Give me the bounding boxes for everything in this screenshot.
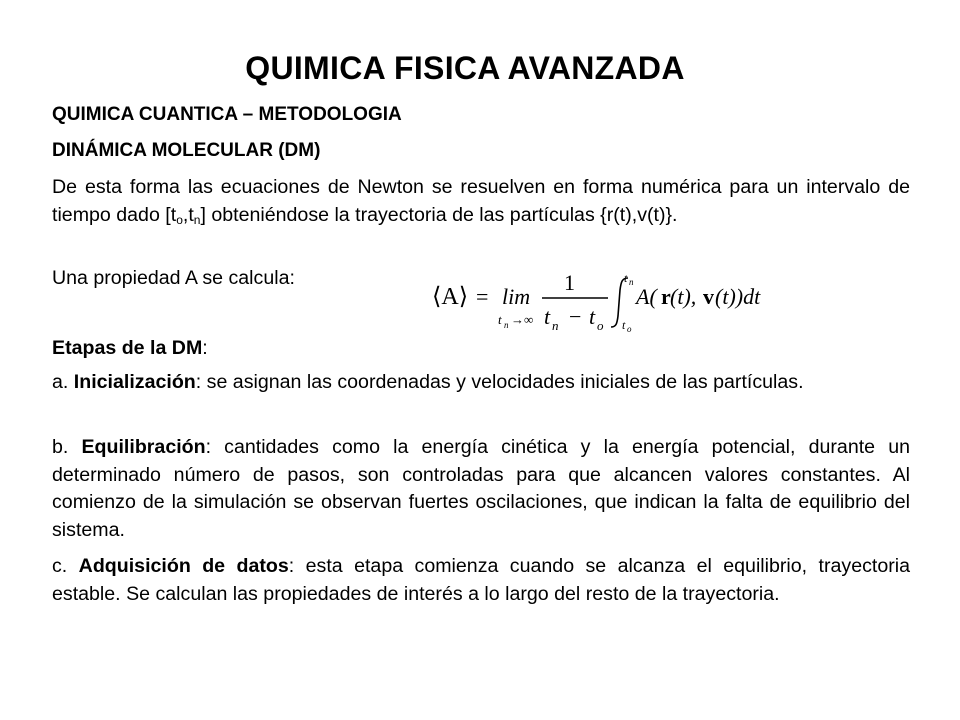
stage-text: : cantidades como la energía cinética y la energía potencial, durante un determinado número de pasos, son controladas para que alcancen valores constantes. Al comienzo de la simulación se observan fuertes oscilaciones, que indican la falta de equilibrio del sistema. [52,436,910,541]
formula-integrand-a: A( [636,284,657,309]
formula-denominator-n: n [552,318,559,333]
formula-lim-arrow: →∞ [511,312,534,327]
formula-integrand-r: r [661,284,671,309]
formula-numerator: 1 [564,270,575,295]
stage-prefix: c. [52,555,79,577]
stage-item-adquisicion [52,553,910,608]
stage-prefix: a. [52,371,74,393]
formula-lhs: ⟨A⟩ [432,284,469,310]
property-label: Una propiedad A se calcula: [52,267,295,289]
intro-subscript-o: o [176,212,183,227]
intro-text-part1: De esta forma las ecuaciones de Newton se resuelven en forma numérica para un intervalo de tiempo dado [t [52,176,910,226]
formula-lower-limit-o: o [627,324,632,334]
formula-upper-limit-n: n [629,277,634,287]
stage-name: Equilibración [81,436,206,458]
formula-denominator-t2: t [589,304,596,329]
formula-upper-limit-t: t [624,271,628,285]
stages-heading-colon: : [202,337,208,359]
formula-lim-sub-n: n [504,320,509,330]
stages-heading-text: Etapas de la DM [52,337,203,359]
intro-subscript-n: n [193,212,201,227]
formula-integrand-mid: (t), [670,284,697,309]
intro-text-comma: ,t [182,203,194,226]
formula-lim-sub-t: t [498,312,502,327]
formula-lower-limit-t: t [622,318,626,332]
stage-item-inicializacion [52,369,910,397]
stage-item-equilibracion [52,434,910,544]
formula-equals: = [476,284,489,309]
formula-lim: lim [502,284,531,309]
section-heading-quimica-cuantica: QUIMICA CUANTICA – METODOLOGIA [52,104,402,125]
intro-text-part2: ] obteniéndose la trayectoria de las partículas {r(t),v(t)}. [200,203,678,226]
stage-name: Inicialización [73,371,196,393]
integral-sign [611,278,628,327]
stage-text: : se asignan las coordenadas y velocidades iniciales de las partículas. [195,371,804,393]
formula-denominator-t: t [544,304,551,329]
stage-text: : esta etapa comienza cuando se alcanza el equilibrio, trayectoria estable. Se calculan las propiedades de interés a lo largo del resto de la trayectoria. [52,555,911,605]
formula-integrand-end: (t))dt [715,284,761,309]
stage-name: Adquisición de datos [78,555,289,577]
intro-paragraph [52,174,910,229]
section-heading-dinamica-molecular: DINÁMICA MOLECULAR (DM) [52,140,321,161]
formula-denominator-minus: − [569,304,582,329]
page-title: QUIMICA FISICA AVANZADA [245,50,685,86]
formula-integrand-v: v [703,284,714,309]
stage-prefix: b. [52,436,82,458]
stages-heading [52,335,910,363]
formula-denominator-o: o [597,318,604,333]
average-property-formula [432,268,812,334]
